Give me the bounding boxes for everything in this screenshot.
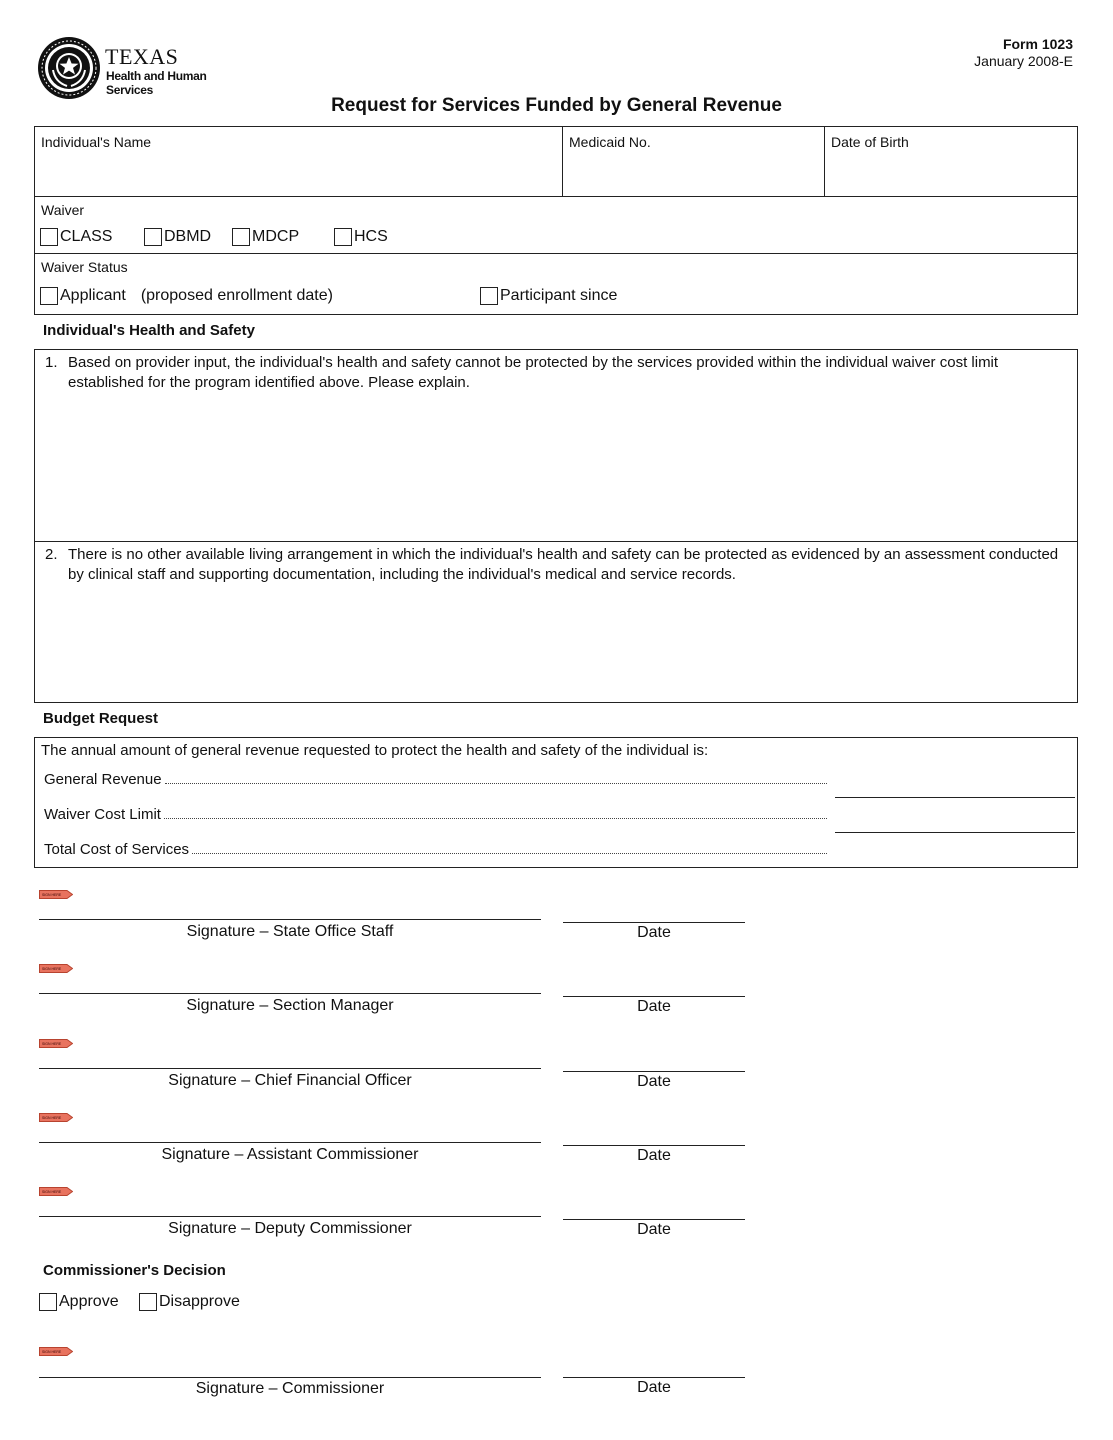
waiver-label: Waiver: [41, 202, 85, 218]
leader-dots: [164, 806, 827, 819]
medicaid-label: Medicaid No.: [569, 134, 651, 150]
checkbox[interactable]: [480, 287, 498, 305]
form-date: January 2008-E: [974, 53, 1073, 69]
logo-line2: Health and Human: [106, 69, 207, 83]
health-safety-heading: Individual's Health and Safety: [43, 322, 255, 339]
sign-here-text: SIGN HERE: [42, 893, 62, 897]
signature-line[interactable]: [39, 1216, 541, 1217]
divider: [35, 196, 1078, 197]
commissioner-date-line[interactable]: [563, 1377, 745, 1378]
texas-seal-icon: [37, 36, 101, 100]
applicant-hint: (proposed enrollment date): [140, 287, 333, 304]
option-label: DBMD: [164, 228, 212, 245]
sign-here-flag-icon[interactable]: [39, 964, 73, 973]
item-text: There is no other available living arrangement in which the individual's health and safety can be protected as evidenced by an assessment conducted by clinical staff and supporting documentation, including the individual's medical and service records.: [68, 546, 1059, 583]
general-revenue-input[interactable]: [835, 780, 1075, 798]
row-label: Waiver Cost Limit: [44, 806, 161, 823]
commissioner-signature-line[interactable]: [39, 1377, 541, 1378]
health-safety-item-1[interactable]: [35, 350, 1077, 542]
dob-label: Date of Birth: [831, 134, 909, 150]
checkbox[interactable]: [139, 1293, 157, 1311]
signature-line[interactable]: [39, 919, 541, 920]
budget-heading: Budget Request: [43, 710, 159, 727]
checkbox[interactable]: [334, 228, 352, 246]
waiver-option-dbmd[interactable]: [144, 228, 211, 246]
decision-heading: Commissioner's Decision: [43, 1262, 226, 1279]
sign-here-flag-icon[interactable]: [39, 1347, 73, 1356]
commissioner-signature-label: Signature – Commissioner: [195, 1380, 385, 1397]
signature-label: Signature – Assistant Commissioner: [161, 1146, 419, 1163]
date-line[interactable]: [563, 1071, 745, 1072]
sign-here-flag-icon[interactable]: [39, 1187, 73, 1196]
form-identifier: [974, 36, 1073, 70]
checkbox[interactable]: [40, 228, 58, 246]
logo-subtitle: [106, 69, 207, 97]
date-label: Date: [637, 1221, 671, 1238]
date-line[interactable]: [563, 922, 745, 923]
budget-row-general-revenue: [44, 771, 829, 788]
option-label: Applicant: [60, 287, 126, 304]
health-safety-section: [34, 349, 1078, 703]
row-label: Total Cost of Services: [44, 841, 190, 858]
date-line[interactable]: [563, 1219, 745, 1220]
name-label: Individual's Name: [41, 134, 152, 150]
divider: [35, 253, 1078, 254]
date-line[interactable]: [563, 996, 745, 997]
budget-row-waiver-cost-limit: [44, 806, 829, 823]
applicant-option[interactable]: [40, 287, 333, 305]
option-label: Disapprove: [159, 1293, 240, 1310]
signature-line[interactable]: [39, 993, 541, 994]
sign-here-text: SIGN HERE: [42, 1116, 62, 1120]
medicaid-field[interactable]: [563, 127, 825, 197]
row-label: General Revenue: [44, 771, 162, 788]
total-cost-input[interactable]: [835, 850, 1075, 868]
waiver-option-hcs[interactable]: [334, 228, 388, 246]
sign-here-text: SIGN HERE: [42, 1190, 62, 1194]
item-number: 2.: [45, 546, 58, 563]
option-label: CLASS: [60, 228, 113, 245]
signature-label: Signature – Chief Financial Officer: [168, 1072, 412, 1089]
option-label: Participant since: [500, 287, 618, 304]
commissioner-date-label: Date: [637, 1379, 671, 1396]
sign-here-text: SIGN HERE: [42, 967, 62, 971]
date-line[interactable]: [563, 1145, 745, 1146]
option-label: HCS: [354, 228, 388, 245]
page-title: Request for Services Funded by General Revenue: [331, 95, 782, 116]
option-label: MDCP: [252, 228, 300, 245]
signature-line[interactable]: [39, 1068, 541, 1069]
waiver-cost-limit-input[interactable]: [835, 815, 1075, 833]
hhs-logo: [37, 36, 207, 104]
sign-here-text: SIGN HERE: [42, 1350, 62, 1354]
name-field[interactable]: [35, 127, 563, 197]
date-label: Date: [637, 1073, 671, 1090]
signature-label: Signature – State Office Staff: [186, 923, 394, 940]
sign-here-flag-icon[interactable]: [39, 890, 73, 899]
checkbox[interactable]: [40, 287, 58, 305]
item-number: 1.: [45, 354, 58, 371]
option-label: Approve: [59, 1293, 119, 1310]
sign-here-flag-icon[interactable]: [39, 1039, 73, 1048]
approve-option[interactable]: [39, 1293, 119, 1311]
identity-section: [34, 126, 1078, 315]
waiver-option-mdcp[interactable]: [232, 228, 299, 246]
form-number: Form 1023: [1002, 36, 1073, 52]
sign-here-flag-icon[interactable]: [39, 1113, 73, 1122]
checkbox[interactable]: [39, 1293, 57, 1311]
logo-texas-text: TEXAS: [105, 44, 179, 69]
checkbox[interactable]: [144, 228, 162, 246]
date-label: Date: [637, 998, 671, 1015]
budget-section: [34, 737, 1078, 868]
waiver-option-class[interactable]: [40, 228, 112, 246]
disapprove-option[interactable]: [139, 1293, 240, 1311]
health-safety-item-2[interactable]: [35, 542, 1077, 702]
waiver-status-label: Waiver Status: [41, 259, 128, 275]
logo-line3: Services: [106, 83, 153, 97]
participant-option[interactable]: [480, 287, 617, 305]
checkbox[interactable]: [232, 228, 250, 246]
signature-label: Signature – Section Manager: [186, 997, 394, 1014]
signature-label: Signature – Deputy Commissioner: [168, 1220, 412, 1237]
budget-intro: The annual amount of general revenue requested to protect the health and safety of the individual is:: [41, 742, 709, 759]
item-text: Based on provider input, the individual's health and safety cannot be protected by the services provided within the individual waiver cost limit established for the program identified above. Please explain.: [68, 354, 999, 391]
leader-dots: [192, 841, 827, 854]
signature-line[interactable]: [39, 1142, 541, 1143]
budget-row-total-cost: [44, 841, 829, 858]
date-label: Date: [637, 1147, 671, 1164]
dob-field[interactable]: [825, 127, 1078, 197]
sign-here-text: SIGN HERE: [42, 1042, 62, 1046]
date-label: Date: [637, 924, 671, 941]
leader-dots: [165, 771, 827, 784]
